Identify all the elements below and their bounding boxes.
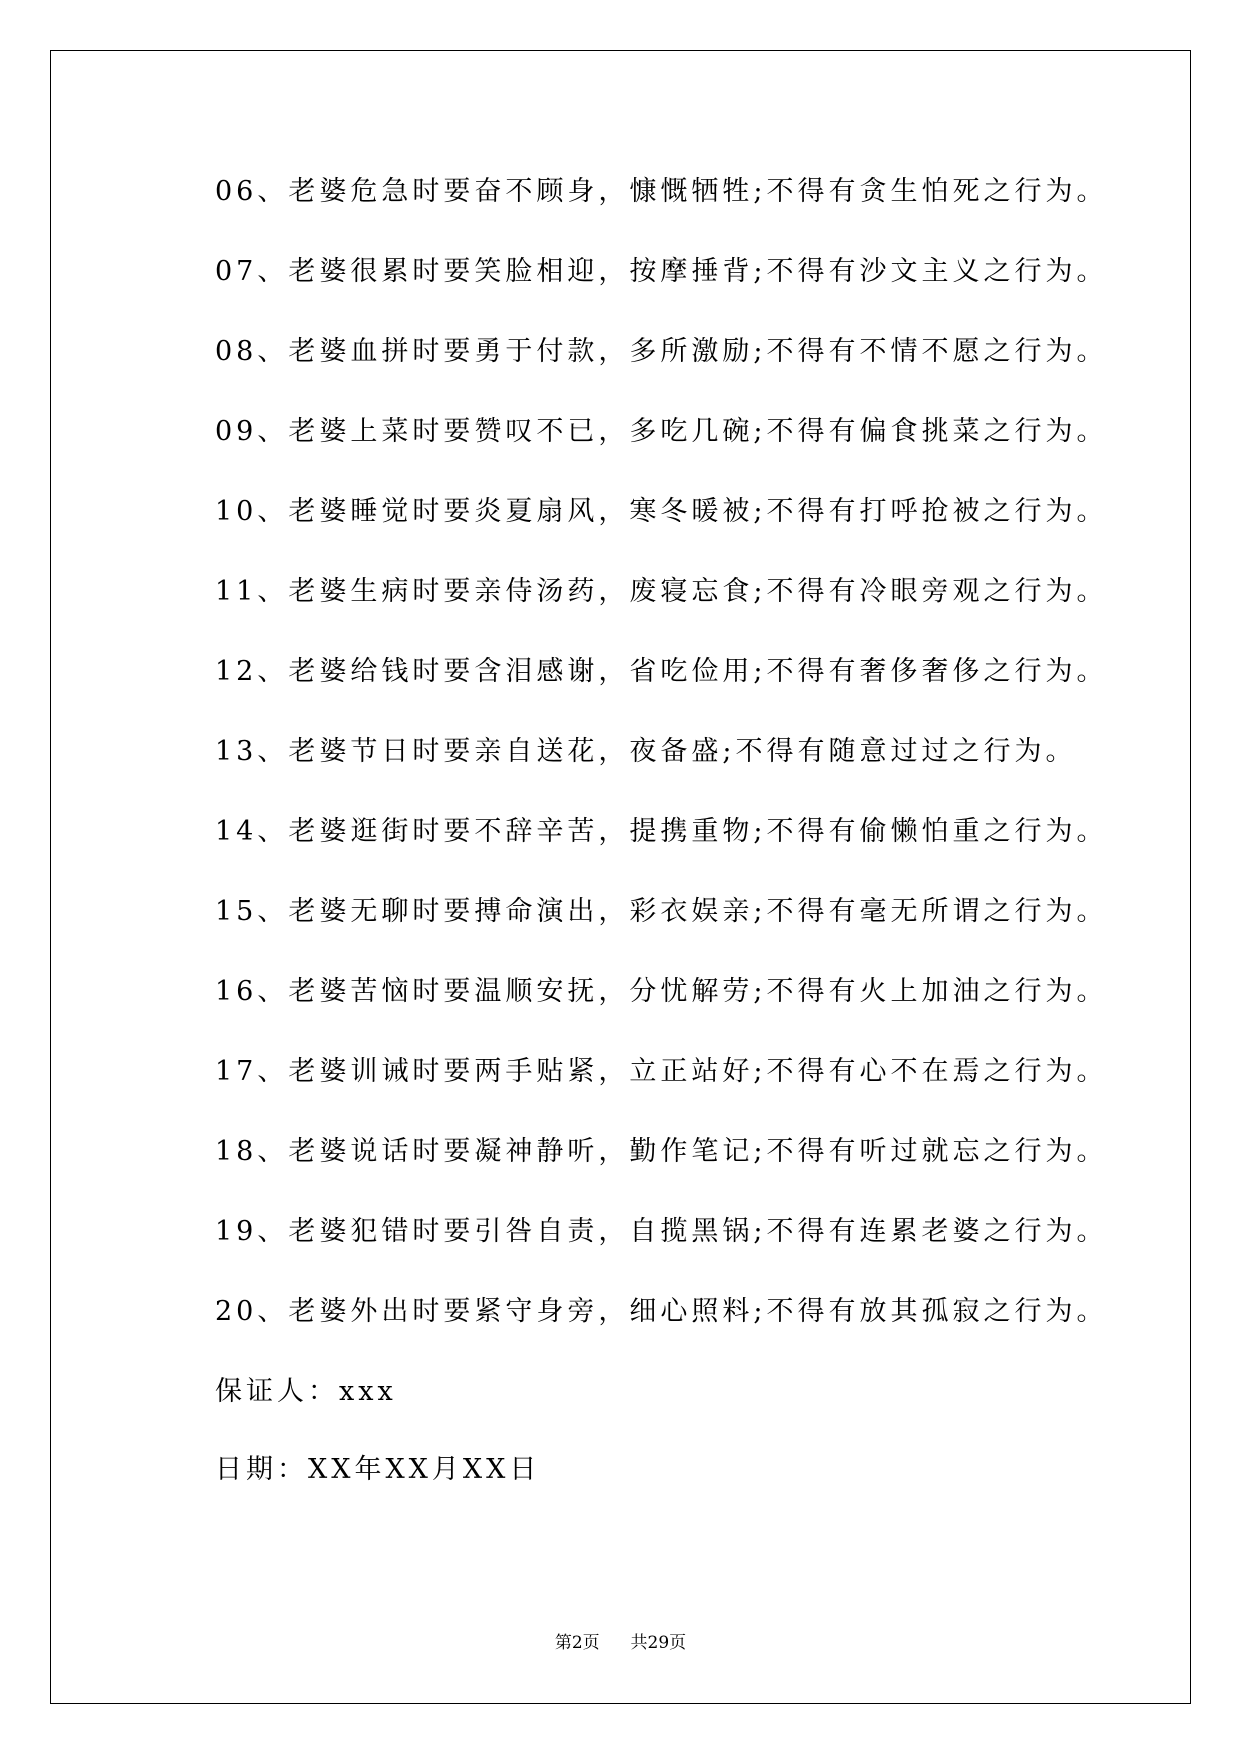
pledge-line-14: 14、老婆逛街时要不辞辛苦，提携重物;不得有偷懒怕重之行为。 <box>215 816 1108 847</box>
date-line: 日期：XX年XX月XX日 <box>215 1454 541 1485</box>
pledge-line-12: 12、老婆给钱时要含泪感谢，省吃俭用;不得有奢侈奢侈之行为。 <box>215 656 1108 687</box>
pledge-line-08: 08、老婆血拼时要勇于付款，多所激励;不得有不情不愿之行为。 <box>215 336 1108 367</box>
pledge-line-18: 18、老婆说话时要凝神静听，勤作笔记;不得有听过就忘之行为。 <box>215 1136 1108 1167</box>
pledge-line-06: 06、老婆危急时要奋不顾身，慷慨牺牲;不得有贪生怕死之行为。 <box>215 176 1108 207</box>
pledge-line-19: 19、老婆犯错时要引咎自责，自揽黑锅;不得有连累老婆之行为。 <box>215 1216 1108 1247</box>
page-footer <box>0 1628 1241 1653</box>
pledge-line-15: 15、老婆无聊时要搏命演出，彩衣娱亲;不得有毫无所谓之行为。 <box>215 896 1108 927</box>
document-body <box>215 172 1115 1528</box>
pledge-line-16: 16、老婆苦恼时要温顺安抚，分忧解劳;不得有火上加油之行为。 <box>215 976 1108 1007</box>
pledge-line-20: 20、老婆外出时要紧守身旁，细心照料;不得有放其孤寂之行为。 <box>215 1296 1108 1327</box>
pledge-line-17: 17、老婆训诫时要两手贴紧，立正站好;不得有心不在焉之行为。 <box>215 1056 1108 1087</box>
pledge-line-11: 11、老婆生病时要亲侍汤药，废寝忘食;不得有冷眼旁观之行为。 <box>215 576 1108 607</box>
guarantor-line: 保证人：xxx <box>215 1376 397 1407</box>
pledge-line-09: 09、老婆上菜时要赞叹不已，多吃几碗;不得有偏食挑菜之行为。 <box>215 416 1108 447</box>
page-total: 共29页 <box>630 1633 687 1653</box>
page-number: 第2页 <box>554 1633 600 1653</box>
pledge-line-13: 13、老婆节日时要亲自送花，夜备盛;不得有随意过过之行为。 <box>215 736 1077 767</box>
pledge-line-07: 07、老婆很累时要笑脸相迎，按摩捶背;不得有沙文主义之行为。 <box>215 256 1108 287</box>
pledge-line-10: 10、老婆睡觉时要炎夏扇风，寒冬暖被;不得有打呼抢被之行为。 <box>215 496 1108 527</box>
